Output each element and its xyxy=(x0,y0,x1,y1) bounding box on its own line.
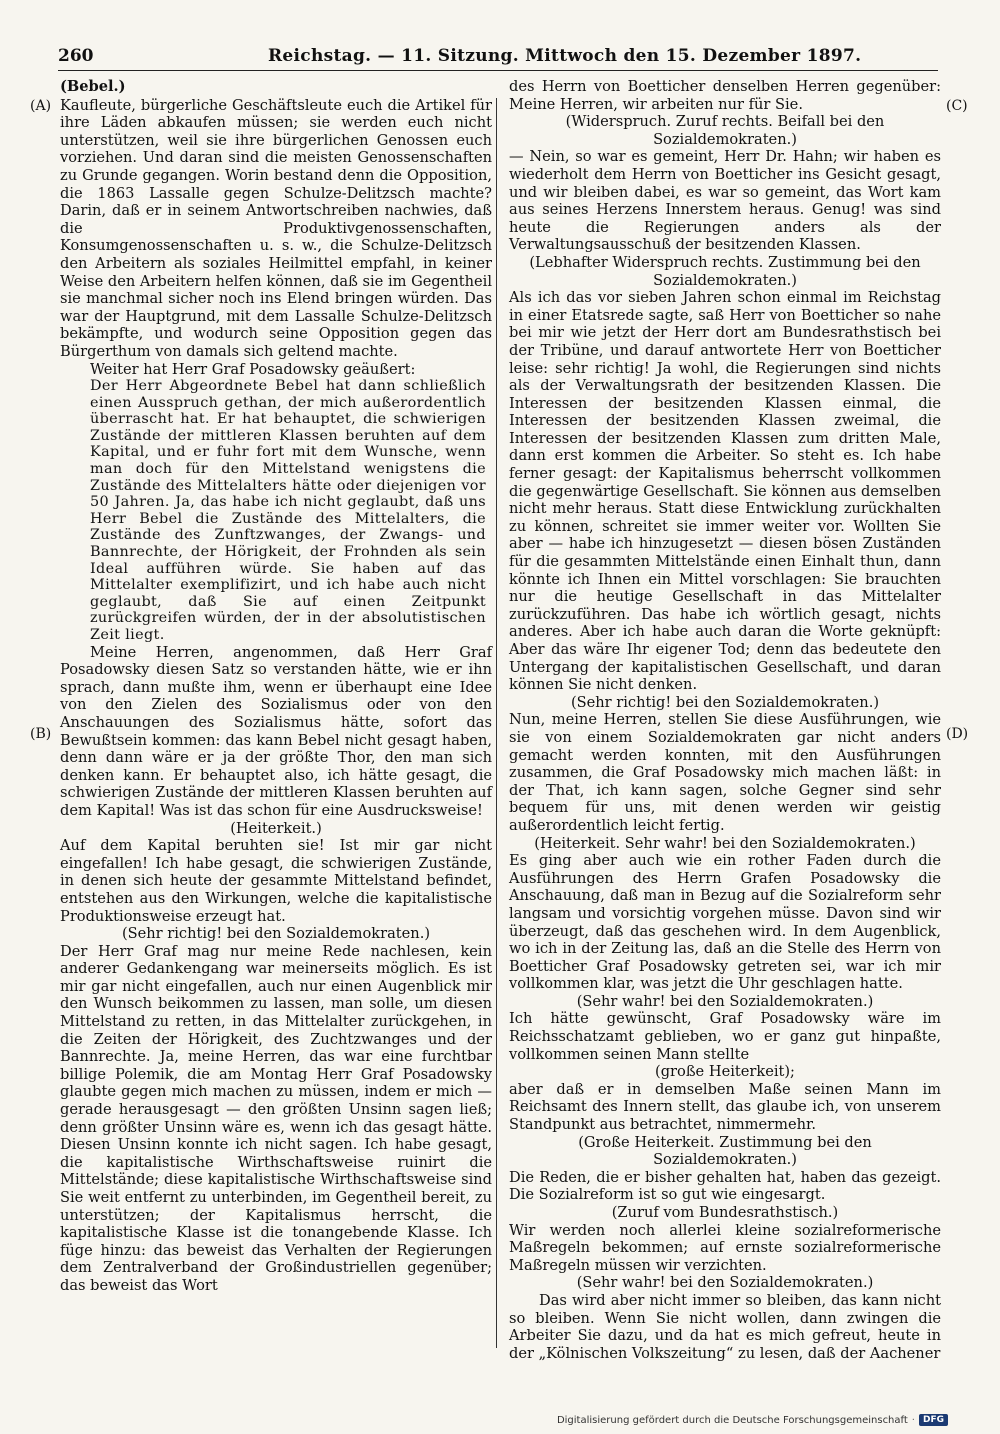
paragraph: des Herrn von Boetticher denselben Herren gegenüber: Meine Herren, wir arbeiten nur für Sie. xyxy=(509,78,941,113)
margin-letter-b: (B) xyxy=(30,726,52,742)
paragraph: Der Herr Graf mag nur meine Rede nachlesen, kein anderer Gedankengang war meinerseits möglich. Es ist mir gar nicht eingefallen, auch nur einen Augenblick mir den Wunsch beikommen zu lassen, man solle, um diesen Mittelstand zu retten, in das Mittelalter zurückgehen, in die Zeiten der Hörigkeit, des Zuchtzwanges und der Bannrechte. Ja, meine Herren, das war eine furchtbar billige Polemik, die am Montag Herr Graf Posadowsky glaubte gegen mich machen zu müssen, indem er mich — gerade herausgesagt — den größten Unsinn sagen ließ; denn größter Unsinn wäre es, wenn ich das gesagt hätte. Diesen Unsinn konnte ich nicht sagen. Ich habe gesagt, die kapitalistische Wirthschaftsweise ruinirt die Mittelstände; diese kapitalistische Wirthschaftsweise sind Sie weit entfernt zu unterbinden, im Gegentheil bereit, zu unterstützen; der Kapitalismus herrscht, die kapitalistische Klasse ist die tonangebende Klasse. Ich füge hinzu: das beweist das Verhalten der Regierungen dem Zentralverband der Großindustriellen gegenüber; das beweist das Wort xyxy=(60,942,492,1294)
interjection: (Sehr wahr! bei den Sozialdemokraten.) xyxy=(576,992,874,1010)
paragraph: Es ging aber auch wie ein rother Faden durch die Ausführungen des Herrn Grafen Posadowsky die Anschauung, daß man in Bezug auf die Sozialreform sehr langsam und vorsichtig vorgehen müsse. Davon sind wir überzeugt, daß das geschehen wird. In dem Augenblick, wo ich in der Zeitung las, daß an die Stelle des Herrn von Boetticher Graf Posadowsky getreten sei, war ich mir vollkommen klar, was jetzt die Uhr geschlagen hatte. xyxy=(509,852,941,993)
paragraph: Auf dem Kapital beruhten sie! Ist mir gar nicht eingefallen! Ich habe gesagt, die schwierigen Zustände, in denen sich heute der gesammte Mittelstand befindet, entstehen aus den Wirkungen, welche die kapitalistische Produktionsweise erzeugt hat. xyxy=(60,837,492,925)
paragraph: — Nein, so war es gemeint, Herr Dr. Hahn; wir haben es wiederholt dem Herrn von Boetticher ins Gesicht gesagt, und wir bleiben dabei, es war so gemeint, das Wort kam aus seines Herzens Innerstem heraus. Genug! was sind heute die Regierungen anders als der Verwaltungsausschuß der besitzenden Klassen. xyxy=(509,148,941,254)
margin-letter-c: (C) xyxy=(946,98,968,114)
interjection: (Sehr richtig! bei den Sozialdemokraten.) xyxy=(570,693,880,711)
margin-letter-a: (A) xyxy=(30,98,52,114)
interjection: (große Heiterkeit); xyxy=(655,1063,795,1081)
block-quote: Der Herr Abgeordnete Bebel hat dann schließlich einen Ausspruch gethan, der mich außerordentlich überrascht hat. Er hat behauptet, die schwierigen Zustände der mittleren Klassen beruhten auf dem Kapital, und er fuhr fort mit dem Wunsche, wenn man doch für den Mittelstand wenigstens die Zustände des Mittelalters hätte oder diejenigen vor 50 Jahren. Ja, das habe ich nicht geglaubt, daß uns Herr Bebel die Zustände des Mittelalters, die Zustände des Zunftzwanges, der Zwangs- und Bannrechte, der Hörigkeit, der Frohnden als sein Ideal aufführen würde. Sie haben auf das Mittelalter exemplifizirt, und ich habe auch nicht geglaubt, daß Sie auf einen Zeitpunkt zurückgreifen würden, der in der absolutistischen Zeit liegt. xyxy=(90,378,486,643)
paragraph: aber daß er in demselben Maße seinen Mann im Reichsamt des Innern stellt, das glaube ich, von unserem Standpunkt aus betrachtet, nimmermehr. xyxy=(509,1080,941,1134)
column-divider xyxy=(496,98,497,1348)
paragraph: Wir werden noch allerlei kleine sozialreformerische Maßregeln bekommen; auf ernste sozialreformerische Maßregeln müssen wir verzichten. xyxy=(509,1221,941,1274)
paragraph: Als ich das vor sieben Jahren schon einmal im Reichstag in einer Etatsrede sagte, saß Herr von Boetticher so nahe bei mir wie jetzt der Herr dort am Bundesrathstisch bei der Tribüne, und darauf antwortete Herr von Boetticher leise: sehr richtig! Ja wohl, die Regierungen sind nichts als der Verwaltungsrath der besitzenden Klassen. Die Interessen der besitzenden Klassen einmal, die Interessen der besitzenden Klassen zweimal, die Interessen der besitzenden Klassen zum dritten Male, dann erst kommen die Arbeiter. So steht es. Ich habe ferner gesagt: der Kapitalismus beherrscht vollkommen die gegenwärtige Gesellschaft. Sie können aus demselben nicht mehr heraus. Statt diese Entwicklung zurückhalten zu können, schreitet sie immer weiter vor. Wollten Sie aber — habe ich hinzugesetzt — diesen bösen Zuständen für die gesammten Mittelstände einen Einhalt thun, dann könnte ich Ihnen ein Mittel vorschlagen: Sie brauchten nur die heutige Gesellschaft in das Mittelalter zurückzuführen. Das habe ich wörtlich gesagt, nichts anderes. Aber ich habe auch daran die Worte geknüpft: Aber das wäre Ihr eigener Tod; denn das bedeutete den Untergang der kapitalistischen Gesellschaft, und daran können Sie nicht denken. xyxy=(509,289,941,694)
paragraph: Ich hätte gewünscht, Graf Posadowsky wäre im Reichsschatzamt geblieben, wo er ganz gut hinpaßte, vollkommen seinen Mann stellte xyxy=(509,1010,941,1063)
right-column xyxy=(509,78,941,1362)
interjection: (Heiterkeit.) xyxy=(230,819,322,837)
interjection: (Widerspruch. Zuruf rechts. Beifall bei den Sozialdemokraten.) xyxy=(565,113,885,148)
footer-credit xyxy=(557,1412,948,1428)
interjection: (Heiterkeit. Sehr wahr! bei den Sozialdemokraten.) xyxy=(534,834,916,852)
left-column xyxy=(60,78,492,1295)
speaker-label: (Bebel.) xyxy=(60,78,126,95)
page-header xyxy=(58,46,938,70)
paragraph: Das wird aber nicht immer so bleiben, das kann nicht so bleiben. Wenn Sie nicht wollen, dann zwingen die Arbeiter Sie dazu, und da hat es mich gefreut, heute in der „Kölnischen Volkszeitung“ zu lesen, daß der Aachener xyxy=(509,1291,941,1362)
margin-letter-d: (D) xyxy=(946,726,969,742)
running-title: Reichstag. — 11. Sitzung. Mittwoch den 15. Dezember 1897. xyxy=(268,46,862,66)
paragraph: Meine Herren, angenommen, daß Herr Graf Posadowsky diesen Satz so verstanden hätte, wie er ihn sprach, dann mußte ihm, wenn er überhaupt eine Idee von den Zielen des Sozialismus oder von den Anschauungen des Sozialismus hätte, sofort das Bewußtsein kommen: das kann Bebel nicht gesagt haben, denn dann wäre er ja der größte Thor, den man sich denken kann. Er behauptet also, ich hätte gesagt, die schwierigen Zustände der mittleren Klassen beruhten auf dem Kapital! Was ist das schon für eine Ausdrucksweise! xyxy=(60,643,492,819)
interjection: (Lebhafter Widerspruch rechts. Zustimmung bei den Sozialdemokraten.) xyxy=(529,253,921,289)
dfg-logo: DFG xyxy=(919,1414,948,1426)
paragraph: Nun, meine Herren, stellen Sie diese Ausführungen, wie sie von einem Sozialdemokraten gar nicht anders gemacht werden konnten, mit den Ausführungen zusammen, die Graf Posadowsky mich machen läßt: in der That, ich kann sagen, solche Gegner sind sehr bequem für uns, mit denen werden wir geistig außerordentlich leicht fertig. xyxy=(509,711,941,834)
paragraph: Kaufleute, bürgerliche Geschäftsleute euch die Artikel für ihre Läden abkaufen müssen; sie werden euch nicht unterstützen, weil sie ihre bürgerlichen Genossen euch vorziehen. Und daran sind die meisten Genossenschaften zu Grunde gegangen. Worin bestand denn die Opposition, die 1863 Lassalle gegen Schulze-Delitzsch machte? Darin, daß er in seinem Antwortschreiben nachwies, daß die Produktivgenossenschaften, Konsumgenossenschaften u. s. w., die Schulze-Delitzsch den Arbeitern als soziales Heilmittel empfahl, in keiner Weise den Arbeitern helfen können, daß sie im Gegentheil sie manchmal sicher noch ins Elend bringen würden. Das war der Hauptgrund, mit dem Lassalle Schulze-Delitzsch bekämpfte, und wodurch seine Opposition gegen das Bürgerthum von damals sich geltend machte. xyxy=(60,96,493,360)
interjection: (Sehr wahr! bei den Sozialdemokraten.) xyxy=(576,1274,874,1292)
paragraph: Weiter hat Herr Graf Posadowsky geäußert: xyxy=(90,360,416,378)
paragraph: Die Reden, die er bisher gehalten hat, haben das gezeigt. Die Sozialreform ist so gut wie eingesargt. xyxy=(509,1168,941,1204)
interjection: (Große Heiterkeit. Zustimmung bei den Sozialdemokraten.) xyxy=(578,1133,872,1169)
interjection: (Sehr richtig! bei den Sozialdemokraten.) xyxy=(121,925,431,943)
header-rule xyxy=(58,70,938,71)
page-number: 260 xyxy=(58,46,94,66)
footer-text: Digitalisierung gefördert durch die Deutsche Forschungsgemeinschaft xyxy=(556,1414,908,1426)
footer-separator: · xyxy=(911,1414,915,1426)
interjection: (Zuruf vom Bundesrathstisch.) xyxy=(611,1204,839,1221)
